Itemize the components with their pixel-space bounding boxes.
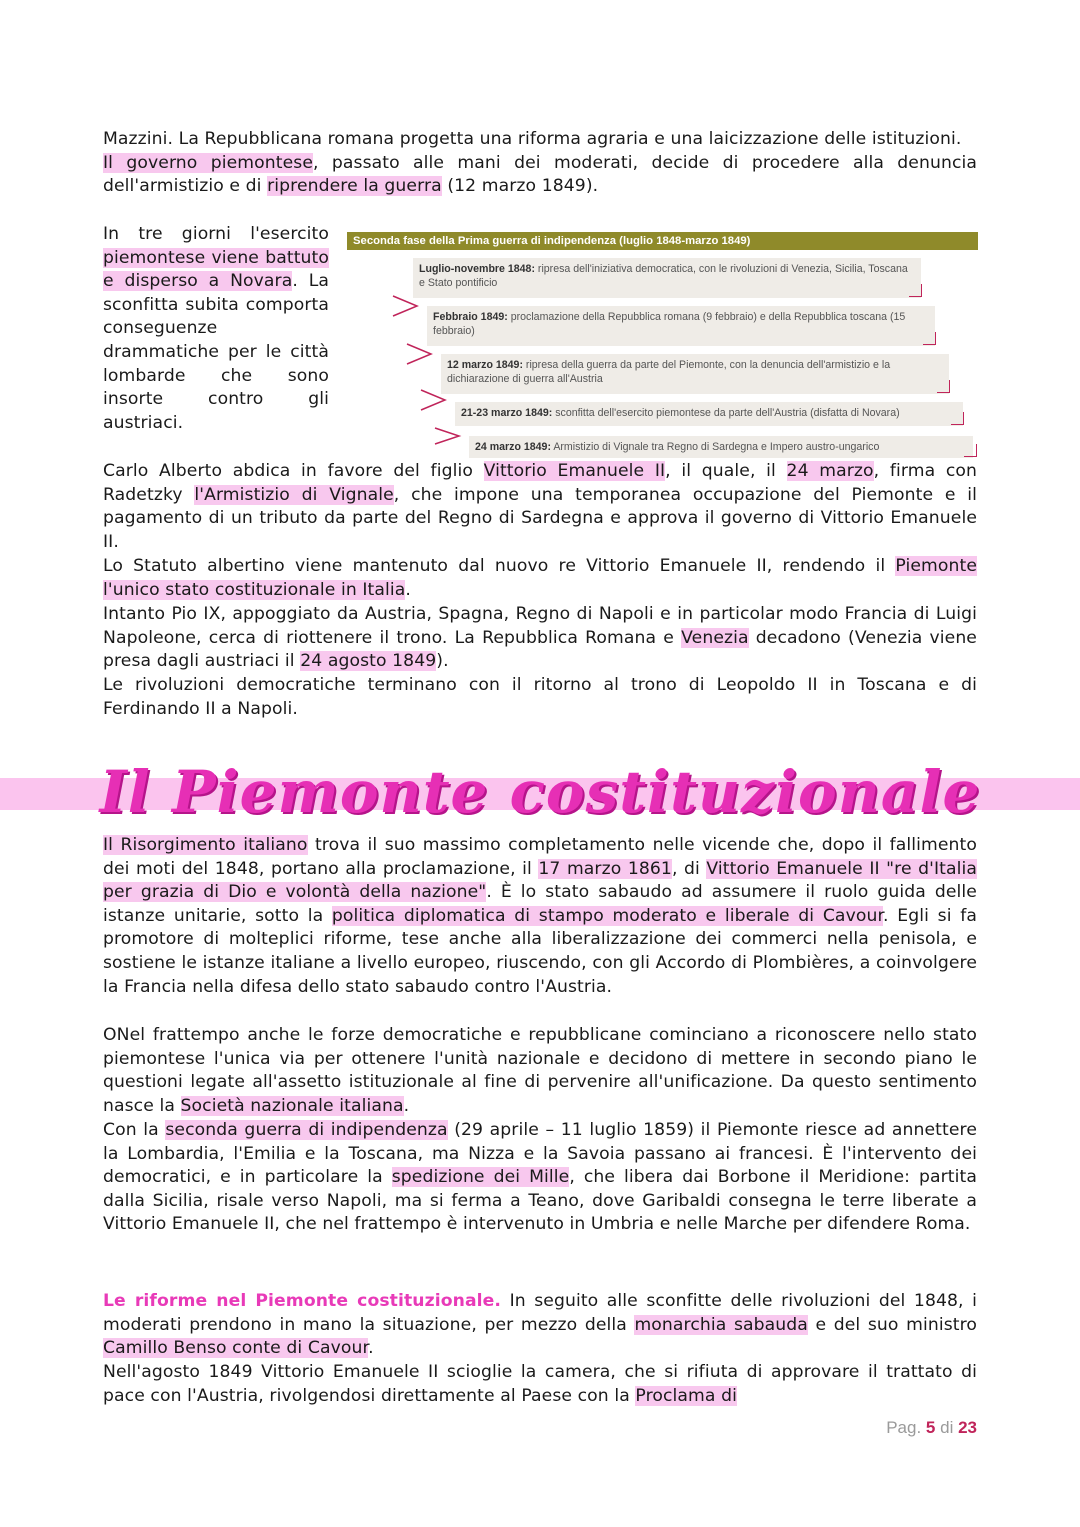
paragraph-forze-democratiche: [103, 1024, 977, 1118]
text: Intanto Pio IX, appoggiato da Austria, Spagna, Regno di Napoli e in particolar modo Francia di Luigi Napoleone, cerca di riottenere il trono. La Repubblica Romana e: [103, 604, 977, 648]
highlight: l'Armistizio di Vignale: [194, 484, 394, 505]
event-date: 24 marzo 1849:: [475, 441, 551, 453]
timeline-figure: [347, 232, 980, 460]
text: , che libera dai Borbone il Meridione: partita dalla Sicilia, risale verso Napoli, ma si ferma a Teano, dove Garibaldi consegna le terre liberate a Vittorio Emanuele II, che nel frattempo è intervenuto in Umbria e nelle Marche per difendere Roma.: [103, 1167, 977, 1235]
paragraph-rivoluzioni: Le rivoluzioni democratiche terminano con il ritorno al trono di Leopoldo II in Toscana e di Ferdinando II a Napoli.: [103, 675, 977, 719]
page-prefix: Pag.: [886, 1418, 926, 1437]
event-date: 21-23 marzo 1849:: [461, 407, 553, 419]
highlight: Il governo piemontese: [103, 152, 313, 173]
highlight: Piemonte l'unico stato costituzionale in Italia: [103, 556, 977, 600]
event-text: ripresa della guerra da parte del Piemonte, con la denuncia dell'armistizio e la dichiarazione di guerra all'Austria: [447, 359, 891, 385]
timeline-event: [413, 258, 921, 298]
corner-mark: [937, 380, 950, 393]
corner-mark: [951, 412, 964, 425]
highlight: politica diplomatica di stampo moderato e liberale di Cavour: [331, 905, 884, 926]
text: .: [405, 579, 411, 600]
text: e del suo ministro: [807, 1314, 977, 1335]
timeline-event: [427, 306, 935, 346]
event-date: 12 marzo 1849:: [447, 359, 523, 371]
paragraph-pio-ix: [103, 603, 977, 674]
paragraph-statuto: [103, 555, 977, 602]
highlight: 24 agosto 1849: [300, 651, 437, 672]
text: .: [403, 1095, 410, 1116]
page-separator: di: [935, 1418, 959, 1437]
highlight: piemontese viene battuto e disperso a Novara: [103, 247, 329, 292]
text: (29 aprile – 11 luglio 1859) il Piemonte riesce ad annettere la Lombardia, l'Emilia e la Toscana, ma Nizza e la Savoia passano ai francesi. È l'intervento dei democratici, e in particolare la: [103, 1120, 977, 1188]
paragraph-mazzini: [103, 128, 977, 199]
text: , firma con Radetzky: [103, 461, 978, 505]
text: . Egli si fa promotore di molteplici riforme, tese anche alla liberalizzazione dei commerci nella penisola, e sostiene le istanze italiane a livello europeo, riuscendo, con gli Accordo di Plombières, a coinvolgere la Francia nella difesa dello stato sabaudo contro l'Austria.: [103, 905, 978, 997]
paragraph-agosto-1849: [103, 1361, 977, 1408]
event-text: proclamazione della Repubblica romana (9 febbraio) e della Repubblica toscana (15 febbraio): [433, 311, 906, 337]
event-text: ripresa dell'iniziativa democratica, con le rivoluzioni di Venezia, Sicilia, Toscana e Stato pontificio: [419, 263, 908, 289]
text: Carlo Alberto abdica in favore del figlio: [103, 461, 484, 481]
text: ONel frattempo anche le forze democratiche e repubblicane cominciano a riconoscere nello stato piemontese l'unica via per ottenere l'unità nazionale e decidono di mettere in secondo piano le questioni legate all'assetto istituzionale al fine di pervenire all'unificazione. Da questo sentimento nasce la: [103, 1025, 977, 1116]
text: (12 marzo 1849).: [441, 176, 599, 197]
text: In seguito alle sconfitte delle rivoluzioni del 1848, i moderati prendono in mano la situazione, per mezzo della: [103, 1291, 977, 1335]
highlight: 24 marzo: [786, 461, 874, 481]
paragraph-riforme: [103, 1290, 977, 1361]
highlight: 17 marzo 1861: [538, 858, 672, 879]
text: .: [368, 1338, 374, 1359]
text: Nell'agosto 1849 Vittorio Emanuele II scioglie la camera, che si rifiuta di approvare il trattato di pace con l'Austria, rivolgendosi direttamente al Paese con la: [103, 1362, 977, 1406]
highlight: Il Risorgimento italiano: [103, 835, 308, 855]
text: trova il suo massimo completamento nelle vicende che, dopo il fallimento dei moti del 1848, portano alla proclamazione, il: [103, 835, 978, 879]
subsection-title: Le riforme nel Piemonte costituzionale.: [103, 1291, 502, 1311]
text: decadono (Venezia viene presa dagli austriaci il: [103, 627, 977, 672]
text: , di: [671, 858, 707, 879]
highlight: Venezia: [681, 627, 749, 648]
page-total: 23: [958, 1418, 977, 1437]
corner-mark: [923, 332, 936, 345]
highlight: spedizione dei Mille: [391, 1167, 570, 1188]
text: , il quale, il: [665, 461, 787, 481]
corner-mark: [964, 444, 977, 457]
highlight: Società nazionale italiana: [180, 1095, 404, 1116]
page-current: 5: [925, 1418, 936, 1437]
text: , che impone una temporanea occupazione del Piemonte e il pagamento di un tributo da parte del Regno di Sardegna e approva il governo di Vittorio Emanuele II.: [103, 484, 978, 552]
text: . È lo stato sabaudo ad assumere il ruolo guida delle istanze unitarie, sotto la: [103, 882, 977, 926]
highlight: seconda guerra di indipendenza: [165, 1120, 448, 1140]
text: Mazzini. La Repubblicana romana progetta una riforma agraria e una laicizzazione delle istituzioni.: [103, 129, 962, 149]
section-heading: Il Piemonte costituzionale: [99, 758, 981, 826]
highlight: Vittorio Emanuele II "re d'Italia per grazia di Dio e volontà della nazione": [103, 858, 977, 903]
corner-mark: [909, 284, 922, 297]
highlight: Camillo Benso conte di Cavour: [103, 1338, 369, 1359]
paragraph-novara: [103, 223, 329, 435]
highlight: riprendere la guerra: [267, 176, 442, 197]
text: . La sconfitta subita comporta conseguenze drammatiche per le città lombarde che sono insorte contro gli austriaci.: [103, 271, 330, 433]
timeline-event: [455, 402, 963, 426]
text: , passato alle mani dei moderati, decide di procedere alla denuncia dell'armistizio e di: [103, 152, 978, 197]
text: Lo Statuto albertino viene mantenuto dal nuovo re Vittorio Emanuele II, rendendo il: [103, 556, 896, 576]
paragraph-risorgimento: [103, 834, 977, 999]
text: ).: [436, 651, 449, 672]
timeline-event: [469, 436, 973, 458]
event-text: Armistizio di Vignale tra Regno di Sardegna e Impero austro-ungarico: [550, 441, 880, 453]
paragraph-seconda-guerra: [103, 1119, 977, 1237]
timeline-title: Seconda fase della Prima guerra di indipendenza (luglio 1848-marzo 1849): [347, 232, 978, 250]
highlight: monarchia sabauda: [634, 1314, 808, 1335]
paragraph-carlo-alberto: [103, 460, 977, 554]
event-text: sconfitta dell'esercito piemontese da parte dell'Austria (disfatta di Novara): [552, 407, 900, 419]
event-date: Febbraio 1849:: [433, 311, 508, 323]
timeline-event: [441, 354, 949, 394]
text: Con la: [103, 1120, 166, 1140]
highlight: Vittorio Emanuele II: [483, 461, 666, 481]
event-date: Luglio-novembre 1848:: [419, 263, 535, 275]
page-number: [886, 1418, 977, 1438]
text: In tre giorni l'esercito: [103, 224, 329, 244]
highlight: Proclama di: [635, 1385, 737, 1406]
